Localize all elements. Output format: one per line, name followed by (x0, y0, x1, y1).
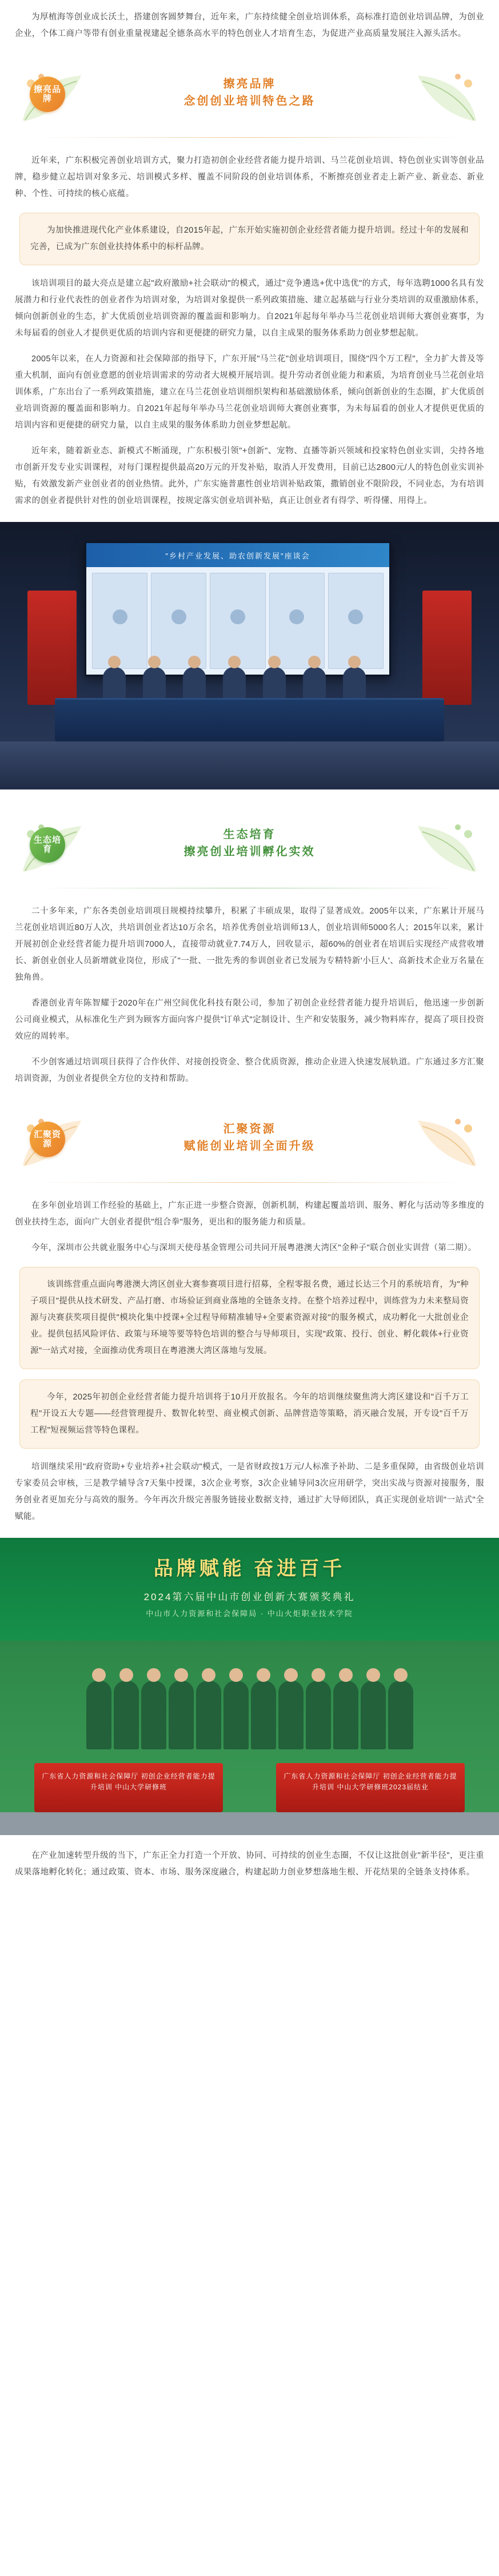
photo-banner-right (422, 591, 472, 705)
section-divider (35, 137, 464, 138)
closing-paragraph: 在产业加速转型升级的当下，广东正全力打造一个开放、协同、可持续的创业生态圈，不仅让这批创业"新半径"，更注重成果落地孵化转化；通过政策、资本、市场、服务深度融合，构建起助力创业梦想落地生根、开花结果的全链条支持体系。 (15, 1851, 484, 1877)
section-badge-upgrade: 汇聚资源 (30, 1122, 65, 1157)
person (306, 1681, 331, 1749)
closing-block (0, 1848, 499, 1907)
person (86, 1681, 111, 1749)
section-divider (35, 1182, 464, 1183)
brand-paragraph-4: 近年来，随着新业态、新模式不断涌现，广东积极引领"+创新"、宠物、直播等新兴领域和投家特色创业实训，尖持各地市创新开发专业实训课程，对每门课程提供最高20万元的开发补贴，取消人开发费用，目前已达2800元/人的特色创业实训补贴，有效激发新产业创业者的创业热情。此外，广东实施普惠性创业培训补贴政策，撒销创业不限阶段，不同业态，为有培训需求的创业者提供针对性的创业培训课程，按规定落实创业培训补贴，真正让创业者有得学、听得懂、用得上。 (15, 446, 484, 505)
section-title-line2: 念创创业培训特色之路 (183, 95, 316, 107)
person (278, 1681, 304, 1749)
stage-floor (0, 741, 499, 789)
photo-group-ceremony (0, 1538, 499, 1835)
upgrade-callout-2 (19, 1379, 480, 1449)
upgrade-paragraph-4: 培训继续采用"政府资助+专业培养+社会联动"模式，一是省财政按1万元/人标准予补助、二是多重保障，由省级创业培训专家委员会审核，三是教学辅导含7天集中授课，3次企业考察，3次企业辅导同3次应用研学，突出实战与资源对接服务，服务创业者更加充分与高效的服务。今年再次升级完善服务链接业数据支持，通过扩大导师团队，真正实现创业培训"一站式"全赋能。 (15, 1462, 484, 1521)
section-title-line2: 擦亮创业培训孵化实效 (183, 846, 316, 858)
person (333, 1681, 358, 1749)
leaf-ornament-right-icon (413, 1116, 482, 1171)
ceremony-backdrop (0, 1538, 499, 1641)
photo-red-banner-left: 广东省人力资源和社会保障厅 初创企业经营者能力提升培训 中山大学研修班 (34, 1763, 223, 1812)
section-title-line1: 擦亮品牌 (223, 78, 276, 90)
section-badge-brand: 擦亮品牌 (30, 77, 65, 112)
ecology-paragraph-2: 香港创业青年陈智耀于2020年在广州空间优化科技有限公司，参加了初创企业经营者能力提升培训后，他迅速一步创新公司商业模式，从标准化生产到为顾客方面向客户提供"订单式"定制设计、生产和安装服务，减少物料库存，提高了项目投资效应的周转率。 (15, 999, 484, 1041)
photo-banner-left (27, 591, 77, 705)
ecology-body (0, 903, 499, 1087)
brand-callout-1-text: 为加快推进现代化产业体系建设，自2015年起，广东开始实施初创企业经营者能力提升培训。经过十年的发展和完善，已成为广东创业扶持体系中的标杆品牌。 (30, 226, 469, 252)
panel-table (55, 698, 444, 741)
presentation-screen (85, 541, 391, 676)
section-title-line1: 生态培育 (223, 828, 276, 841)
person (251, 1681, 276, 1749)
brand-paragraph-2: 该培训项目的最大亮点是建立起"政府激励+社会联动"的模式，通过"竞争遴选+优中选优"的方式，每年选聘1000名具有发展潜力和行业代表性的创业者作为培训对象，为培训对象提供一系列政策措施、建立起基础与行业分类培训的双重激励体系，倾向创新创业的生态，扩大优质创业培训资源的覆盖面和影响力。自2021年起每年举办马兰花创业培训师大赛创业赛事，为未每届看的创业人才提供更优质的培训内容和更便捷的研究力量，以自主成果的服务体系助力创业梦想起航。 (15, 279, 484, 338)
section-header-brand (0, 51, 499, 143)
person (196, 1681, 221, 1749)
upgrade-paragraph-1: 在多年创业培训工作经验的基础上，广东正进一步整合资源，创新机制，构建起覆盖培训、服务、孵化与活动等多维度的创业扶持生态，面向广大创业者提供"组合拳"服务，更出和的服务能力和质量。 (15, 1201, 484, 1227)
person (141, 1681, 166, 1749)
person (169, 1681, 194, 1749)
screen-cell (269, 573, 325, 669)
intro-paragraph: 为厚植海等创业成长沃土，搭建创客圆梦舞台，近年来，广东持续健全创业培训体系，高标准打造创业培训品牌，为创业企业，个体工商户等带有创业重量视建起全德条高水平的特色创业人才培育生态，为促进产业高质量发展注入源头活水。 (15, 13, 484, 38)
person (361, 1681, 386, 1749)
photo-conference-hall (0, 522, 499, 789)
ceremony-title: 品牌赋能 奋进百千 (153, 1558, 346, 1580)
person (223, 1681, 249, 1749)
screen-cell (151, 573, 206, 669)
ceremony-subtitle: 2024第六届中山市创业创新大赛颁奖典礼 (143, 1592, 356, 1602)
upgrade-body (0, 1198, 499, 1525)
upgrade-paragraph-2: 今年，深圳市公共就业服务中心与深圳天使母基金管理公司共同开展粤港澳大湾区"金种子"联合创业实训营（第二期）。 (31, 1243, 477, 1253)
upgrade-callout-2-text: 今年，2025年初创企业经营者能力提升培训将于10月开放报名。今年的培训继续聚焦湾大湾区建设和"百千万工程"开设五大专题——经营管理提升、数智化转型、商业模式创新、品牌营造等策略，消灭融合发展，开专设"百千万工程"短视频运营等特色课程。 (30, 1393, 469, 1435)
group-photo-people (0, 1641, 499, 1749)
ground (0, 1812, 499, 1835)
intro-block (0, 9, 499, 42)
person (114, 1681, 139, 1749)
person (388, 1681, 413, 1749)
section-title-ecology (80, 817, 419, 860)
section-title-upgrade (80, 1111, 419, 1155)
section-header-ecology (0, 802, 499, 894)
leaf-ornament-right-icon (413, 71, 482, 126)
section-badge-ecology: 生态培育 (30, 827, 65, 863)
leaf-ornament-right-icon (413, 822, 482, 876)
section-header-upgrade (0, 1096, 499, 1189)
upgrade-callout-1 (19, 1267, 480, 1369)
upgrade-callout-1-text: 该训练营重点面向粤港澳大湾区创业大赛参赛项目进行招募，全程零报名费，通过长达三个月的系统培育，为"种子项目"提供从技术研发、产品打磨、市场验证到商业落地的全链条支持。在整个培养过程中，训练营为力未来整局资源与决赛获奖项目提供"模块化集中授课+全过程导师精准辅导+全要素资源对接"的服务模式，成功孵化一大批创业企业。提供包括风险评估、政策与环境等要等特色培训的整合与导师项目，实现"政策、投行、创业、孵化载体+行业资源"一站式对接，全面推动优秀项目在粤港澳大湾区落地与发展。 (30, 1280, 469, 1355)
screen-title: "乡村产业发展、助农创新发展"座谈会 (86, 543, 389, 567)
brand-body (0, 153, 499, 509)
screen-cell (92, 573, 147, 669)
brand-paragraph-3: 2005年以来，在人力资源和社会保障部的指导下，广东开展"马兰花"创业培训项目，围绕"四个万工程"，全力扩大普及等重大机制，面向有创业意愿的创业培训需求的劳动者大规模开展培训。提升劳动者创业能力和素质，为培育创业马兰花创业培训体系，广东出台了一系列政策措施，建立在马兰花创业培训细织架构和基础激励体系，倾向创新创业的生态圈，扩大优质创业培训资源的覆盖面和影响力。自2021年起每年举办马兰花创业培训师大赛创业赛事，为未每届看的创业人才提供更优质的培训内容和更便捷的研究力量，以自主成果的服务体系助力创业梦想起航。 (15, 354, 484, 430)
section-title-line1: 汇聚资源 (223, 1123, 276, 1135)
ecology-paragraph-1: 二十多年来，广东各类创业培训项目规模持续攀升，积累了丰硕成果，取得了显著成效。2005年以来，广东累计开展马兰花创业培训近80万人次，共培训创业者达10万余名，培养优秀创业培训师13人，创业培训师5000名人；2015年以来，累计开展初创企业经营者能力提升培训7000人，直接带动就业7.74万人，回收显示，超60%的创业者在培训后实现经产成营收增长、新创业创业人员新增就业岗位，形成了"一批、一批先秀的参训创业者已发展为专精特新'小巨人'、高新技术企业万名量在独角兽。 (15, 907, 484, 982)
brand-callout-1 (19, 213, 480, 265)
section-title-brand (80, 66, 419, 110)
ecology-paragraph-3: 不少创客通过培训项目获得了合作伙伴、对接创投资金、整合优质资源，推动企业进入快速发展轨道。广东通过多方汇聚培训资源，为创业者提供全方位的支持和帮助。 (15, 1058, 484, 1083)
photo-red-banner-right: 广东省人力资源和社会保障厅 初创企业经营者能力提升培训 中山大学研修班2023届结业 (276, 1763, 465, 1812)
screen-cell (210, 573, 265, 669)
ceremony-organizers: 中山市人力资源和社会保障局 · 中山火炬职业技术学院 (146, 1609, 353, 1618)
section-title-line2: 赋能创业培训全面升级 (183, 1140, 316, 1153)
brand-paragraph-1: 近年来，广东积极完善创业培训方式，聚力打造初创企业经营者能力提升培训、马兰花创业培训、特色创业实训等创业品牌，稳步健立起培训对象多元、培训模式多样、覆盖不同阶段的创业培训体系，不断擦亮创业者走上新产业、新业态、新业种、个性、可持续的核心底蕴。 (15, 156, 484, 198)
screen-cell (328, 573, 384, 669)
